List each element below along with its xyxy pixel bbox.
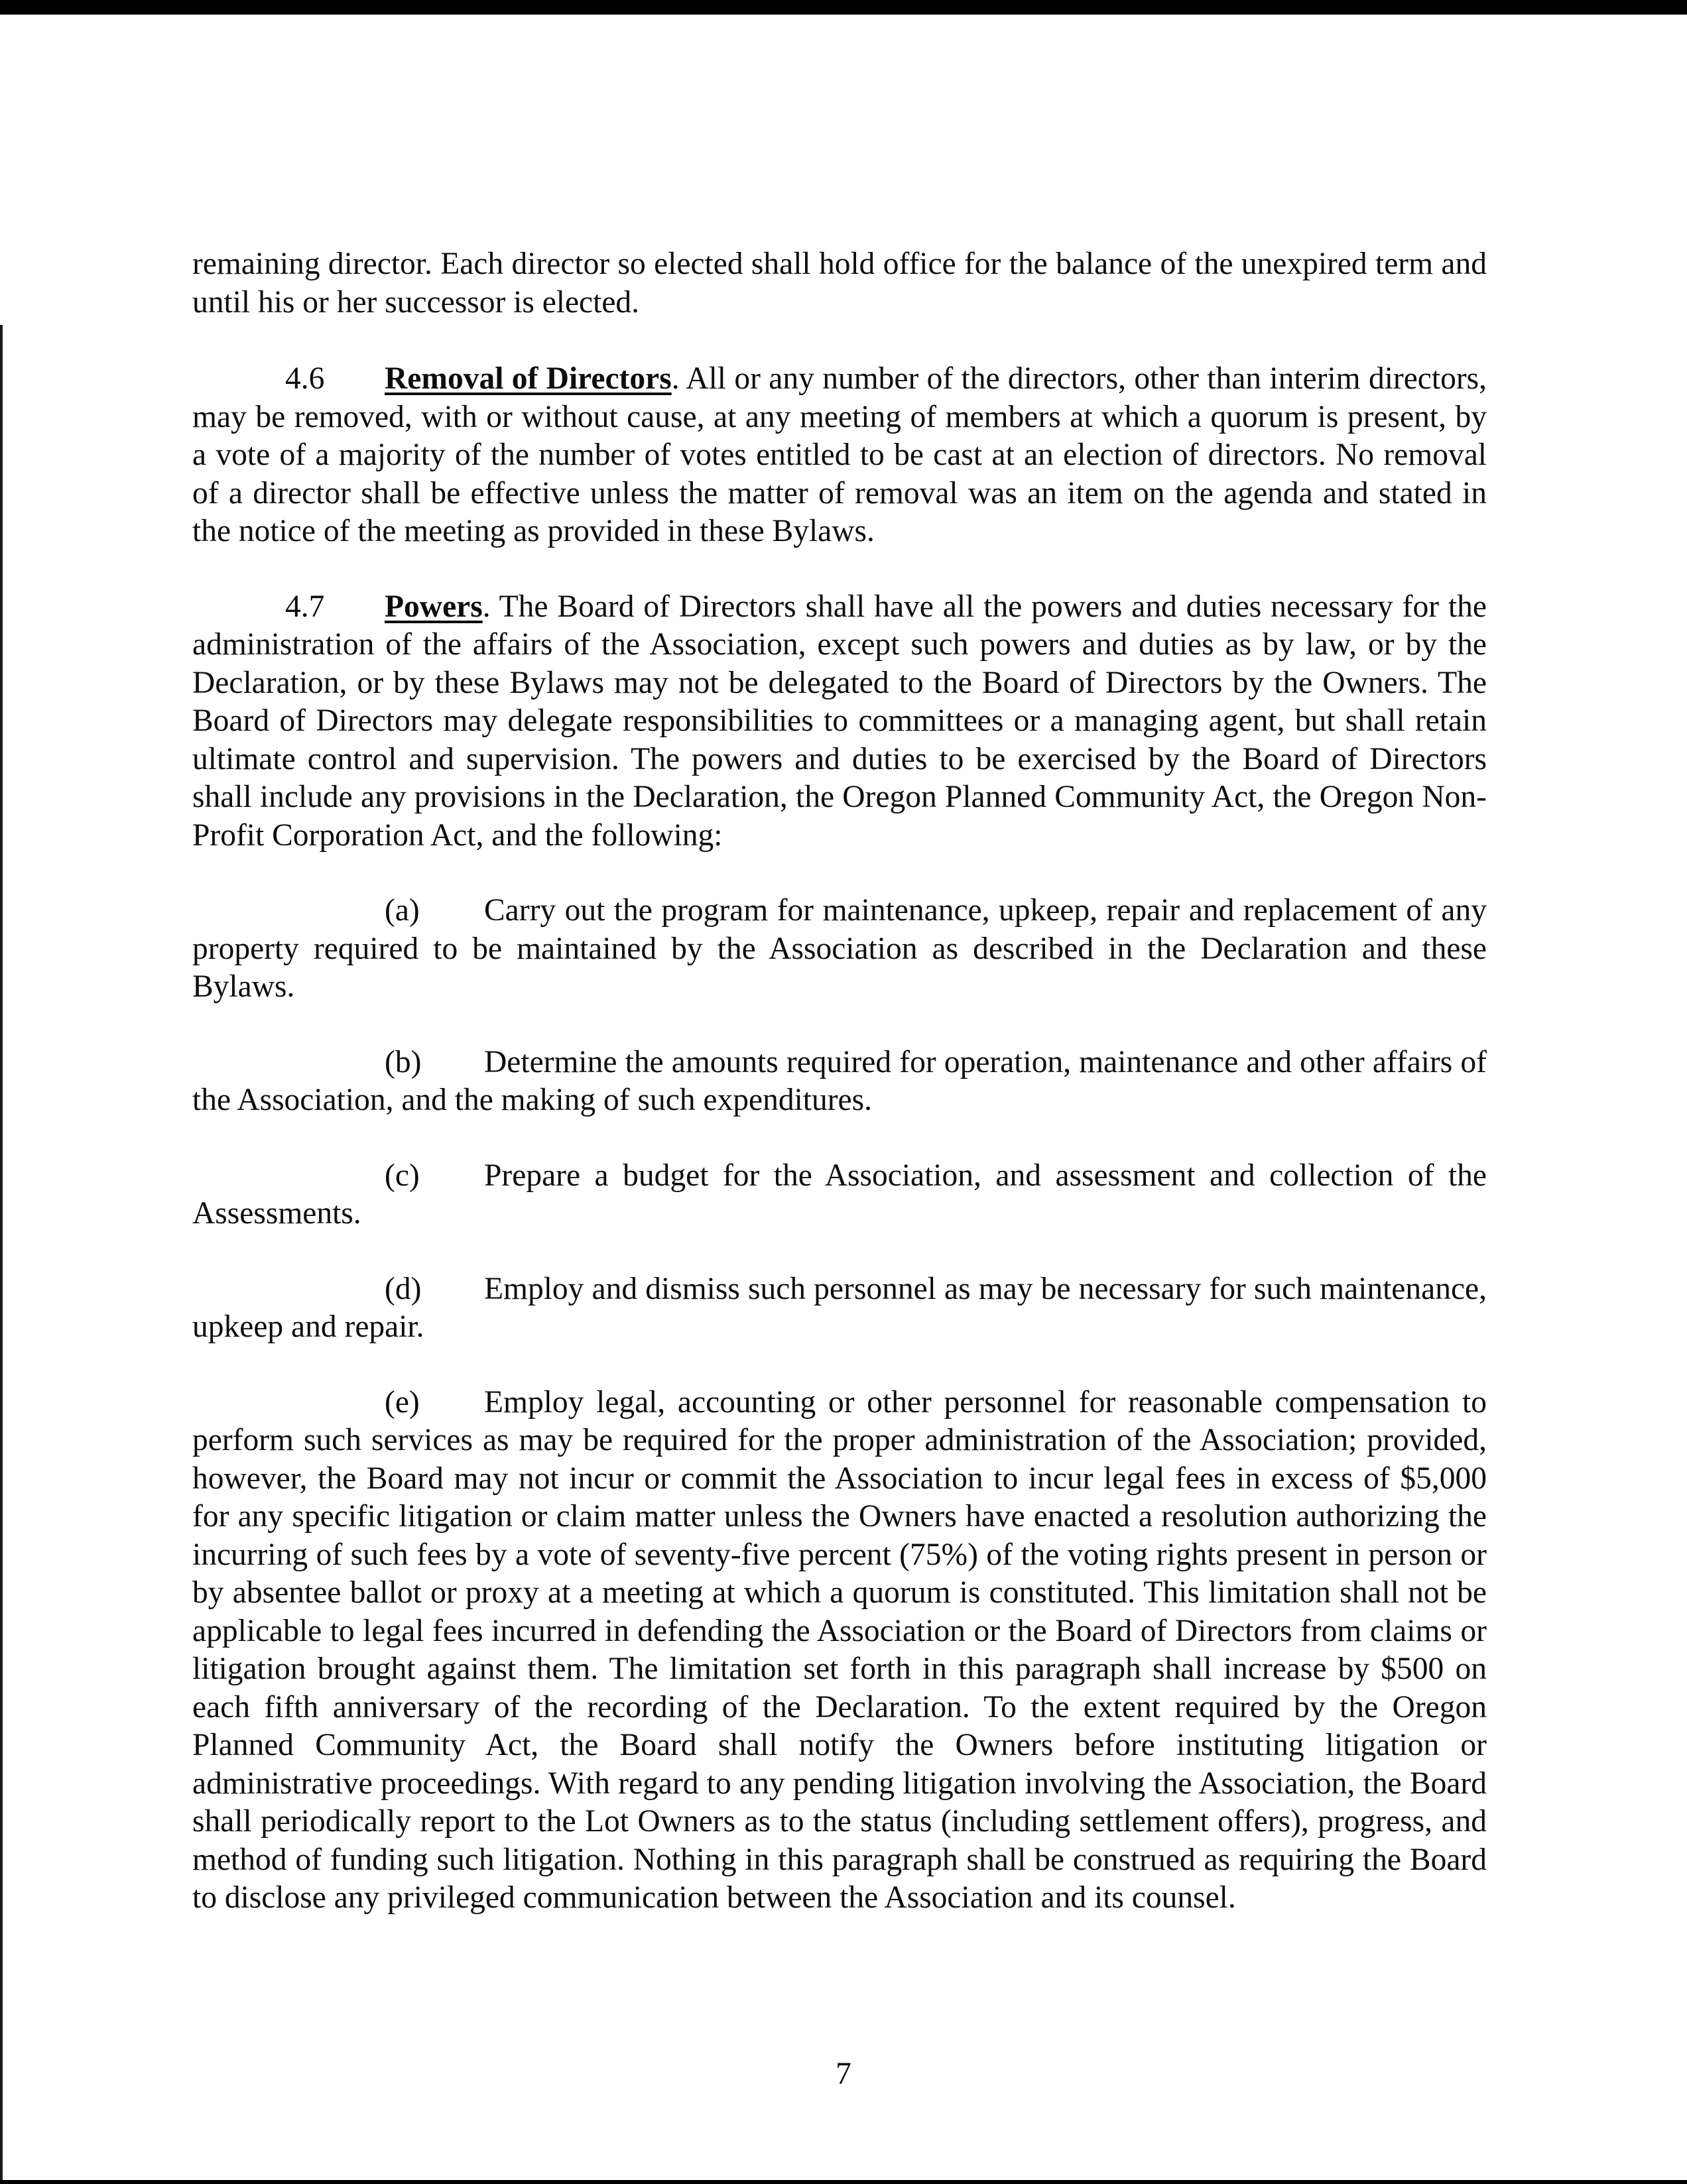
section-4-7 <box>192 588 1487 855</box>
subsection-c <box>192 1157 1487 1233</box>
subsection-e <box>192 1384 1487 1917</box>
subsection-label: (b) <box>385 1044 422 1079</box>
subsection-label: (a) <box>385 893 420 928</box>
subsection-text: Employ and dismiss such personnel as may be necessary for such maintenance, upkeep and repair. <box>192 1271 1487 1344</box>
scan-border-bottom <box>0 2180 1687 2184</box>
section-text: . All or any number of the directors, other than interim directors, may be removed, with or without cause, at any meeting of members at which a quorum is present, by a vote of a majority of the number of votes entitled to be cast at an election of directors. No removal of a director shall be effective unless the matter of removal was an item on the agenda and stated in the notice of the meeting as provided in these Bylaws. <box>192 361 1487 548</box>
subsection-d <box>192 1270 1487 1347</box>
section-4-6 <box>192 360 1487 551</box>
page-number: 7 <box>836 2057 851 2091</box>
subsection-text: Determine the amounts required for operation, maintenance and other affairs of the Association, and the making of such expenditures. <box>192 1044 1487 1117</box>
subsection-label: (c) <box>385 1158 420 1193</box>
scan-border-left <box>0 325 3 2184</box>
subsection-text: Carry out the program for maintenance, upkeep, repair and replacement of any property required to be maintained by the Association as described in the Declaration and these Bylaws. <box>192 893 1487 1004</box>
section-number: 4.6 <box>285 361 325 396</box>
subsection-b <box>192 1044 1487 1120</box>
section-text: . The Board of Directors shall have all the powers and duties necessary for the administration of the affairs of the Association, except such powers and duties as by law, or by the Declaration, or by these Bylaws may not be delegated to the Board of Directors by the Owners. The Board of Directors may delegate responsibilities to committees or a managing agent, but shall retain ultimate control and supervision. The powers and duties to be exercised by the Board of Directors shall include any provisions in the Declaration, the Oregon Planned Community Act, the Oregon Non-Profit Corporation Act, and the following: <box>192 589 1487 853</box>
section-number: 4.7 <box>285 589 325 624</box>
subsection-a <box>192 892 1487 1006</box>
subsection-label: (d) <box>385 1271 422 1306</box>
subsection-text: Prepare a budget for the Association, and assessment and collection of the Assessments. <box>192 1158 1487 1231</box>
section-heading: Powers <box>385 589 483 624</box>
document-body <box>192 245 1487 1955</box>
continuation-paragraph: remaining director. Each director so elected shall hold office for the balance of the unexpired term and until his or her successor is elected. <box>192 247 1487 320</box>
scan-border-top <box>0 0 1687 15</box>
section-heading: Removal of Directors <box>385 361 672 396</box>
subsection-text: Employ legal, accounting or other personnel for reasonable compensation to perform such services as may be required for the proper administration of the Association; provided, however, the Board may not incur or commit the Association to incur legal fees in excess of $5,000 for any specific litigation or claim matter unless the Owners have enacted a resolution authorizing the incurring of such fees by a vote of seventy-five percent (75%) of the voting rights present in person or by absentee ballot or proxy at a meeting at which a quorum is constituted. This limitation shall not be applicable to legal fees incurred in defending the Association or the Board of Directors from claims or litigation brought against them. The limitation set forth in this paragraph shall increase by $500 on each fifth anniversary of the recording of the Declaration. To the extent required by the Oregon Planned Community Act, the Board shall notify the Owners before instituting litigation or administrative proceedings. With regard to any pending litigation involving the Association, the Board shall periodically report to the Lot Owners as to the status (including settlement offers), progress, and method of funding such litigation. Nothing in this paragraph shall be construed as requiring the Board to disclose any privileged communication between the Association and its counsel. <box>192 1384 1487 1915</box>
subsection-label: (e) <box>385 1384 420 1420</box>
